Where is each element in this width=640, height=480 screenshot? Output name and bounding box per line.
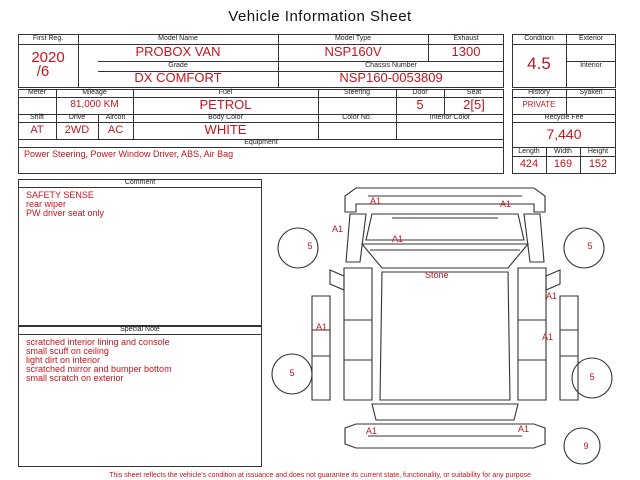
length-value: 424 [519, 158, 539, 170]
shift-value: AT [30, 124, 44, 136]
right-mirror [546, 270, 560, 290]
special-note-line: scratched interior lining and console [26, 337, 170, 347]
mark-a1-left-fender: A1 [332, 224, 344, 234]
seat-label: Seat [466, 89, 482, 96]
car-damage-diagram [268, 178, 620, 470]
divider [18, 187, 262, 188]
seat-value: 2[5] [463, 97, 485, 112]
height-label: Height [587, 148, 609, 155]
comment-label: Comment [124, 179, 156, 186]
model-type-value: NSP160V [324, 44, 382, 59]
chassis-number-value: NSP160-0053809 [339, 70, 443, 85]
comment-line: PW driver seat only [26, 208, 105, 218]
model-name-value: PROBOX VAN [135, 44, 221, 59]
tire-front-right-value: 5 [587, 241, 593, 251]
mark-a1-left-side: A1 [316, 322, 328, 332]
comment-line: rear wiper [26, 199, 67, 209]
history-label: History [528, 89, 550, 96]
first-reg-month: /6 [36, 63, 50, 80]
body-color-value: WHITE [204, 122, 247, 137]
interior-color-label: Interior Color [429, 114, 471, 121]
divider [512, 122, 616, 123]
steering-label: Steering [343, 89, 371, 96]
right-front-fender [524, 214, 544, 262]
left-side-doors [344, 268, 372, 400]
mark-a1-right-door: A1 [546, 291, 558, 301]
body-color-label: Body Color [208, 114, 243, 121]
condition-label: Condition [524, 35, 554, 42]
special-note-line: small scuff on ceiling [26, 346, 109, 356]
equipment-value: Power Steering, Power Window Driver, ABS, Air Bag [24, 149, 234, 159]
tire-rear-left-value: 5 [289, 368, 295, 378]
height-value: 152 [588, 158, 608, 170]
door-value: 5 [416, 97, 424, 112]
tire-front-right [564, 228, 604, 268]
first-reg-year: 2020 [31, 49, 65, 66]
mark-stone: Stone [425, 270, 449, 280]
grade-value: DX COMFORT [134, 70, 222, 85]
shift-label: Shift [29, 114, 44, 121]
spare-value: 9 [583, 441, 589, 451]
roof-shape [380, 272, 510, 400]
width-label: Width [554, 148, 572, 155]
windshield-shape [362, 244, 528, 268]
rear-hatch [372, 404, 518, 420]
mark-a1-bonnet-right: A1 [500, 199, 512, 209]
exhaust-value: 1300 [451, 44, 481, 59]
model-name-label: Model Name [158, 35, 198, 42]
exhaust-label: Exhaust [453, 35, 479, 42]
interior-label: Interior [580, 62, 602, 69]
condition-value: 4.5 [527, 54, 551, 73]
model-type-label: Model Type [334, 35, 372, 42]
history-value: PRIVATE [522, 100, 556, 109]
right-side-panel [560, 296, 578, 400]
length-label: Length [518, 148, 540, 155]
mark-a1-rear-right: A1 [518, 424, 530, 434]
fuel-label: Fuel [218, 89, 233, 96]
divider [18, 147, 504, 148]
door-label: Door [412, 89, 428, 96]
left-side-panel [312, 296, 330, 400]
left-front-fender [346, 214, 366, 262]
special-note-line: small scratch on exterior [26, 373, 124, 383]
tire-rear-right-value: 5 [589, 372, 595, 382]
divider [18, 334, 262, 335]
first-reg-label: First Reg. [32, 35, 64, 42]
drive-value: 2WD [64, 124, 90, 136]
tire-front-left-value: 5 [307, 241, 313, 251]
special-note-line: scratched mirror and bumper bottom [26, 364, 172, 374]
equipment-label: Equipment [244, 139, 278, 146]
grade-label: Grade [168, 62, 188, 69]
left-mirror [330, 270, 344, 290]
recycle-fee-value: 7,440 [546, 126, 582, 142]
disclaimer: This sheet reflects the vehicle's condition at issuance and does not guarantee its current state, functionality, or suitability for any purpose [109, 472, 531, 479]
special-note-label: Special Note [120, 326, 160, 333]
color-no-label: Color No. [342, 114, 372, 121]
syaken-label: Syaken [579, 89, 603, 96]
chassis-number-label: Chassis Number [365, 62, 417, 69]
recycle-fee-label: Recycle Fee [544, 114, 584, 121]
drive-label: Drive [68, 114, 86, 121]
sheet-title: Vehicle Information Sheet [228, 8, 412, 25]
mileage-value: 81,000 KM [70, 99, 119, 110]
exterior-label: Exterior [578, 35, 604, 42]
width-value: 169 [553, 158, 573, 170]
mark-a1-windshield: A1 [392, 234, 404, 244]
fuel-value: PETROL [199, 97, 252, 112]
divider [512, 44, 616, 45]
spare-tire [564, 428, 600, 464]
divider [512, 97, 616, 98]
mark-a1-rear-left: A1 [366, 426, 378, 436]
aircon-label: Aircon [105, 114, 126, 121]
mileage-label: Mileage [82, 89, 107, 96]
mark-a1-front-bumper: A1 [370, 196, 382, 206]
mark-a1-right-side: A1 [542, 332, 554, 342]
aircon-value: AC [107, 124, 124, 136]
comment-line: SAFETY SENSE [26, 190, 94, 200]
comment-text [26, 191, 104, 218]
special-note-line: light dirt on interior [26, 355, 101, 365]
special-note-text [26, 338, 172, 383]
meter-label: Meter [28, 89, 46, 96]
